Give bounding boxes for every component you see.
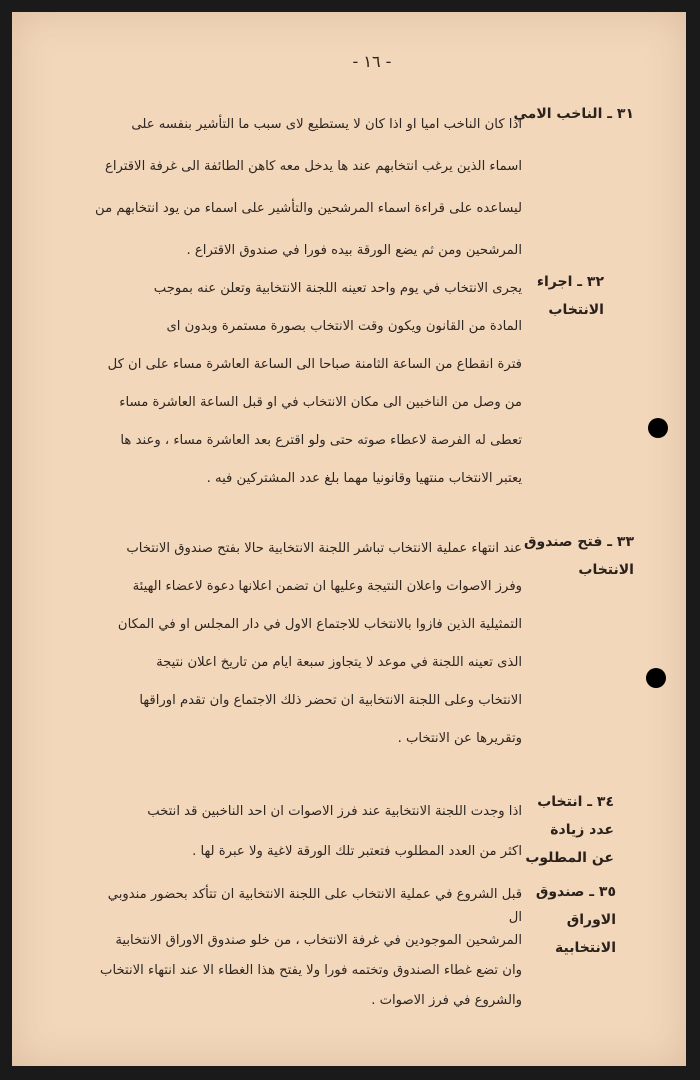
heading-line: الانتخابية <box>554 940 616 956</box>
text-line: المادة من القانون ويكون وقت الانتخاب بصورة مستمرة وبدون اى <box>166 319 522 334</box>
heading-line: ٣٥ ـ صندوق <box>535 884 616 900</box>
text-line: الذى تعينه اللجنة في موعد لا يتجاوز سبعة ايام من تاريخ اعلان نتيجة <box>156 655 522 670</box>
heading-line: عدد زيادة <box>550 822 614 838</box>
heading-line: ٣٣ ـ فتح صندوق <box>523 534 634 550</box>
text-line: وان تضع غطاء الصندوق وتختمه فورا ولا يفتح هذا الغطاء الا عند انتهاء الانتخاب <box>100 963 522 978</box>
article-31-heading <box>504 100 634 128</box>
heading-line: الانتخاب <box>548 302 604 318</box>
text-line: المرشحين الموجودين في غرفة الانتخاب ، من خلو صندوق الاوراق الانتخابية <box>115 933 522 948</box>
document-page <box>12 12 686 1066</box>
heading-line: الانتخاب <box>578 562 634 578</box>
article-31-text <box>52 104 522 272</box>
text-line: من وصل من الناخبين الى مكان الانتخاب في او قبل الساعة العاشرة مساء <box>119 395 522 410</box>
binder-hole-top <box>648 418 668 438</box>
text-line: تعطى له الفرصة لاعطاء صوته حتى ولو اقترع بعد العاشرة مساء ، وعند ها <box>120 433 522 448</box>
text-line: والشروع في فرز الاصوات . <box>371 993 522 1008</box>
text-line: ليساعده على قراءة اسماء المرشحين والتأشير على اسماء من يود انتخابهم من <box>95 201 522 216</box>
text-line: يجرى الانتخاب في يوم واحد تعينه اللجنة الانتخابية وتعلن عنه بموجب <box>153 281 522 296</box>
page-number: - ١٦ - <box>352 52 392 71</box>
heading-line: عن المطلوب <box>525 850 614 866</box>
text-line: الانتخاب وعلى اللجنة الانتخابية ان تحضر ذلك الاجتماع وان تقدم اوراقها <box>139 693 522 708</box>
text-line: ال <box>508 910 522 925</box>
heading-line: الاوراق <box>566 912 616 928</box>
heading-line: ٣٤ ـ انتخاب <box>537 794 614 810</box>
text-line: قبل الشروع في عملية الانتخاب على اللجنة الانتخابية ان تتأكد بحضور مندوبي <box>107 887 522 902</box>
text-line: وفرز الاصوات واعلان النتيجة وعليها ان تضمن اعلانها دعوة لاعضاء الهيئة <box>132 579 522 594</box>
binder-hole-bottom <box>646 668 666 688</box>
text-line: اكثر من العدد المطلوب فتعتبر تلك الورقة لاغية ولا عبرة لها . <box>192 844 522 859</box>
heading-line: ٣٢ ـ اجراء <box>536 274 604 290</box>
text-line: التمثيلية الذين فازوا بالانتخاب للاجتماع الاول في دار المجلس او في المكان <box>117 617 522 632</box>
text-line: وتقريرها عن الانتخاب . <box>397 731 522 746</box>
text-line: اسماء الذين يرغب انتخابهم عند ها يدخل معه كاهن الطائفة الى غرفة الاقتراع <box>104 159 522 174</box>
text-line: المرشحين ومن ثم يضع الورقة بيده فورا في صندوق الاقتراع . <box>186 243 522 258</box>
article-34-text <box>52 792 522 872</box>
article-33-heading <box>504 528 634 584</box>
article-32-text <box>52 270 522 498</box>
heading-line: ٣١ ـ الناخب الامي <box>513 106 634 122</box>
text-line: اذا كان الناخب اميا او اذا كان لا يستطيع لاى سبب ما التأشير بنفسه على <box>131 117 522 132</box>
article-35-text <box>40 880 522 1016</box>
text-line: عند انتهاء عملية الانتخاب تباشر اللجنة الانتخابية حالا بفتح صندوق الانتخاب <box>126 541 522 556</box>
text-line: فترة انقطاع من الساعة الثامنة صباحا الى الساعة العاشرة مساء على ان كل <box>107 357 522 372</box>
text-line: اذا وجدت اللجنة الانتخابية عند فرز الاصوات ان احد الناخبين قد انتخب <box>147 804 522 819</box>
text-line: يعتبر الانتخاب منتهيا وقانونيا مهما بلغ عدد المشتركين فيه . <box>206 471 522 486</box>
article-33-text <box>52 530 522 758</box>
